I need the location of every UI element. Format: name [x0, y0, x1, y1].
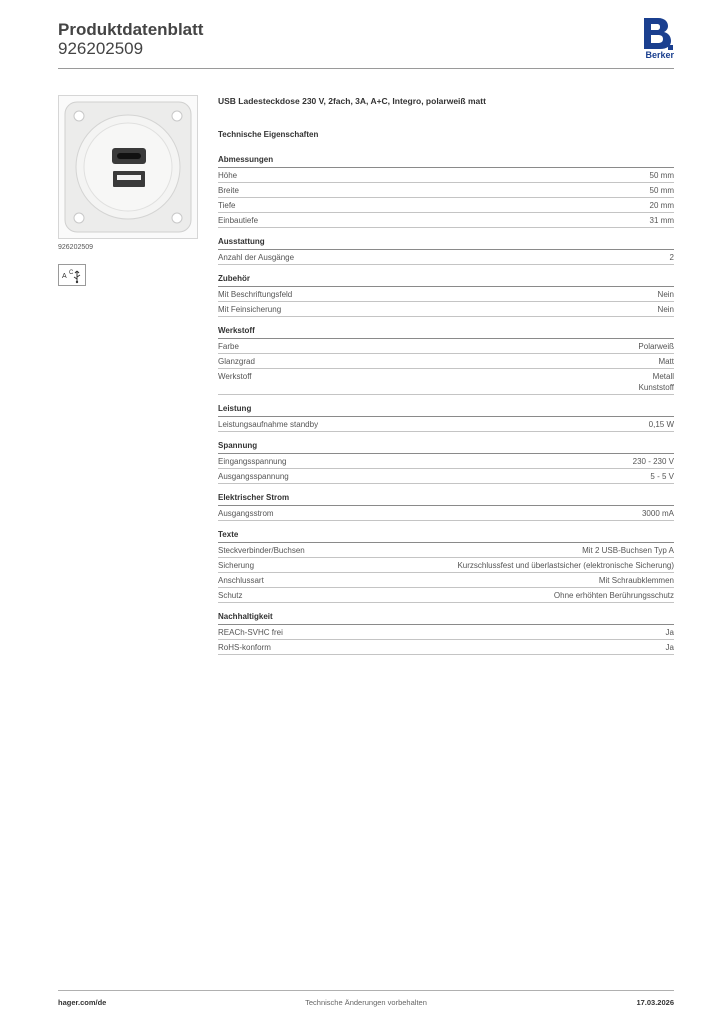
spec-row — [218, 469, 674, 484]
spec-value — [649, 419, 674, 430]
spec-value — [658, 304, 674, 315]
spec-label: Farbe — [218, 342, 239, 351]
image-caption: 926202509 — [58, 244, 94, 251]
spec-value-line: Ja — [665, 628, 674, 637]
spec-label: RoHS-konform — [218, 643, 271, 652]
spec-label: Mit Beschriftungsfeld — [218, 290, 293, 299]
spec-label: Anzahl der Ausgänge — [218, 253, 295, 262]
page-header — [58, 20, 674, 70]
spec-row — [218, 250, 674, 265]
spec-label: Mit Feinsicherung — [218, 305, 282, 314]
spec-value-line: Nein — [657, 305, 674, 314]
spec-value-line: 3000 mA — [641, 509, 674, 518]
spec-label: Tiefe — [218, 201, 236, 210]
spec-value — [554, 590, 674, 601]
product-image — [58, 95, 198, 239]
spec-label: Einbautiefe — [218, 216, 259, 225]
spec-label: Steckverbinder/Buchsen — [218, 546, 305, 555]
spec-value-line: 2 — [669, 253, 674, 262]
spec-row — [218, 640, 674, 655]
spec-value — [650, 215, 674, 226]
spec-row — [218, 183, 674, 198]
spec-value — [457, 560, 674, 571]
footer-website: hager.com/de — [58, 998, 107, 1007]
spec-value — [582, 545, 674, 556]
spec-value — [670, 252, 674, 263]
svg-text:A: A — [62, 273, 67, 280]
footer-date: 17.03.2026 — [636, 998, 674, 1007]
spec-group-title: Elektrischer Strom — [218, 492, 674, 506]
spec-value — [658, 289, 674, 300]
spec-row — [218, 543, 674, 558]
spec-value — [650, 170, 674, 181]
svg-text:C: C — [69, 270, 74, 276]
spec-value — [642, 508, 674, 519]
spec-value — [666, 627, 674, 638]
spec-group — [218, 403, 674, 432]
spec-value-line: Matt — [658, 357, 674, 366]
spec-row — [218, 339, 674, 354]
spec-value — [599, 575, 674, 586]
spec-label: Eingangsspannung — [218, 457, 287, 466]
spec-value-line: Ohne erhöhten Berührungsschutz — [553, 591, 674, 600]
spec-row — [218, 454, 674, 469]
spec-label: REACh-SVHC frei — [218, 628, 283, 637]
document-title: Produktdatenblatt — [58, 20, 204, 39]
spec-label: Ausgangsstrom — [218, 509, 274, 518]
spec-group — [218, 154, 674, 228]
spec-group — [218, 236, 674, 265]
spec-label: Schutz — [218, 591, 243, 600]
spec-value — [666, 642, 674, 653]
spec-group-title: Abmessungen — [218, 154, 674, 168]
spec-row — [218, 558, 674, 573]
spec-label: Ausgangsspannung — [218, 472, 289, 481]
spec-value-line: 31 mm — [649, 216, 674, 225]
spec-value-line: Polarweiß — [638, 342, 674, 351]
header-divider — [58, 68, 674, 69]
spec-value-line: Kurzschlussfest und überlastsicher (elektronische Sicherung) — [457, 561, 674, 570]
spec-row — [218, 287, 674, 302]
spec-value-line: Metall — [652, 372, 674, 381]
spec-row — [218, 198, 674, 213]
spec-group — [218, 325, 674, 395]
footer-divider — [58, 990, 674, 991]
spec-groups — [218, 154, 674, 655]
section-heading: Technische Eigenschaften — [218, 130, 319, 139]
spec-group — [218, 529, 674, 603]
spec-value — [633, 456, 674, 467]
spec-content — [218, 95, 674, 663]
footer-disclaimer: Technische Änderungen vorbehalten — [305, 998, 427, 1007]
product-title: USB Ladesteckdose 230 V, 2fach, 3A, A+C, Integro, polarweiß matt — [218, 96, 486, 106]
spec-row — [218, 369, 674, 395]
spec-label: Breite — [218, 186, 239, 195]
spec-row — [218, 506, 674, 521]
spec-label: Anschlussart — [218, 576, 264, 585]
spec-value — [650, 471, 674, 482]
spec-group — [218, 440, 674, 484]
spec-group — [218, 492, 674, 521]
spec-row — [218, 588, 674, 603]
berker-logo-icon — [640, 16, 674, 54]
spec-row — [218, 625, 674, 640]
spec-value-line: Mit Schraubklemmen — [598, 576, 674, 585]
spec-label: Werkstoff — [218, 372, 252, 381]
spec-group-title: Texte — [218, 529, 674, 543]
spec-value — [650, 200, 674, 211]
spec-row — [218, 168, 674, 183]
spec-value-line: 0,15 W — [648, 420, 674, 429]
spec-row — [218, 417, 674, 432]
spec-value-line: Mit 2 USB-Buchsen Typ A — [582, 546, 674, 555]
spec-group — [218, 273, 674, 317]
spec-value-line: 5 - 5 V — [650, 472, 674, 481]
spec-group-title: Spannung — [218, 440, 674, 454]
spec-value — [638, 341, 674, 352]
spec-row — [218, 354, 674, 369]
spec-label: Leistungsaufnahme standby — [218, 420, 319, 429]
spec-group-title: Werkstoff — [218, 325, 674, 339]
spec-value-line: Ja — [665, 643, 674, 652]
spec-label: Sicherung — [218, 561, 255, 570]
usb-a-c-symbol-icon — [59, 265, 85, 285]
spec-group-title: Ausstattung — [218, 236, 674, 250]
spec-value-line: 50 mm — [649, 171, 674, 180]
usb-charger-product-photo — [59, 96, 197, 238]
spec-value — [650, 185, 674, 196]
spec-row — [218, 213, 674, 228]
spec-group-title: Zubehör — [218, 273, 674, 287]
spec-value — [639, 371, 674, 393]
brand-name: Berker — [645, 50, 674, 60]
spec-value-line: Kunststoff — [638, 383, 674, 392]
spec-value-line: Nein — [657, 290, 674, 299]
spec-group-title: Nachhaltigkeit — [218, 611, 674, 625]
spec-label: Glanzgrad — [218, 357, 255, 366]
spec-group-title: Leistung — [218, 403, 674, 417]
spec-value — [658, 356, 674, 367]
page-footer — [58, 998, 674, 1010]
spec-row — [218, 573, 674, 588]
spec-value-line: 50 mm — [649, 186, 674, 195]
spec-value-line: 230 - 230 V — [632, 457, 674, 466]
usb-symbol-box — [58, 264, 86, 286]
spec-label: Höhe — [218, 171, 238, 180]
spec-group — [218, 611, 674, 655]
document-number: 926202509 — [58, 39, 144, 58]
spec-value-line: 20 mm — [649, 201, 674, 210]
spec-row — [218, 302, 674, 317]
